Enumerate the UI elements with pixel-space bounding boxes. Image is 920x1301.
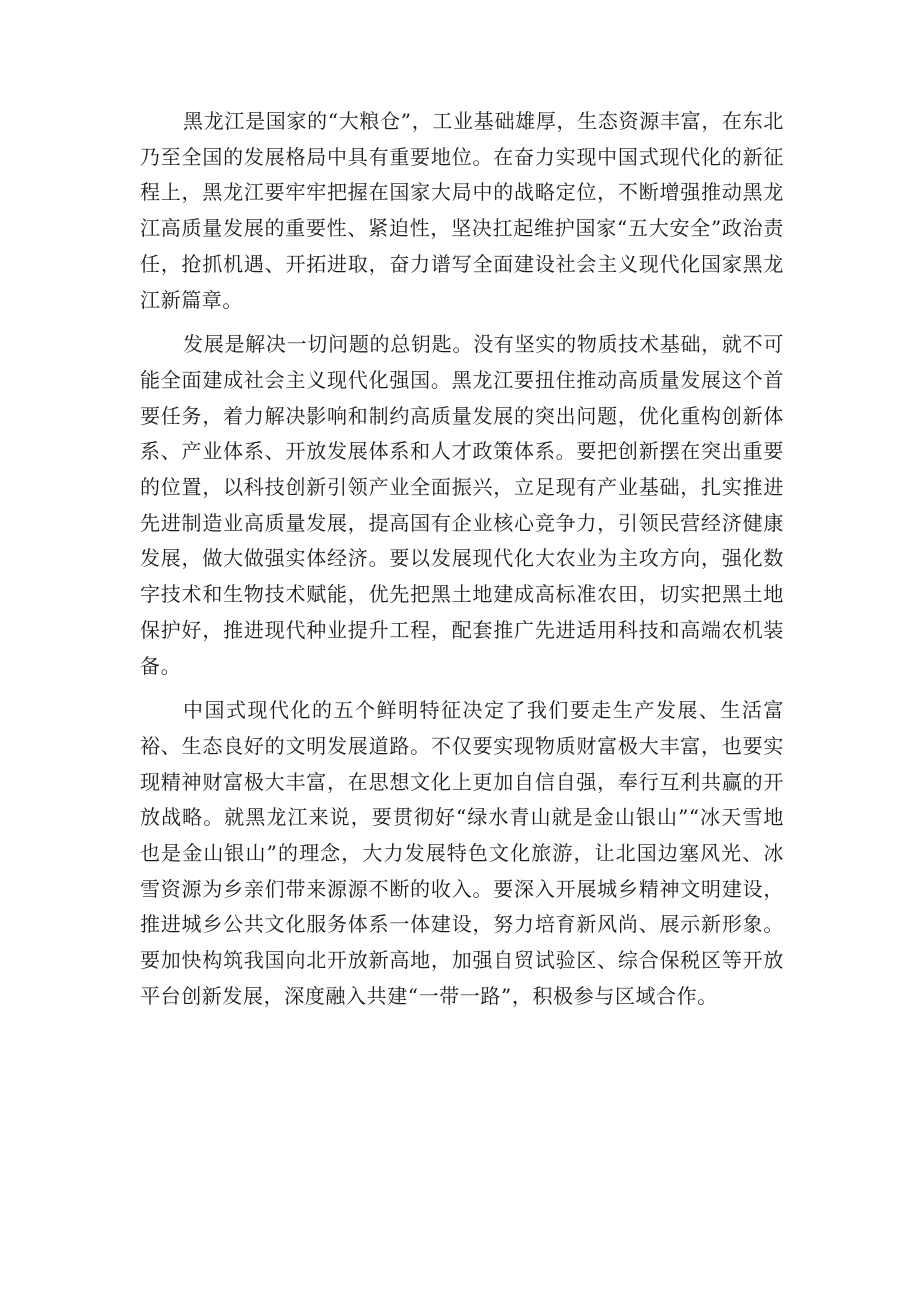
paragraph-1: 黑龙江是国家的“大粮仓”，工业基础雄厚，生态资源丰富，在东北乃至全国的发展格局中具有重要地位。在奋力实现中国式现代化的新征程上，黑龙江要牢牢把握在国家大局中的战略定位，不断增强推动黑龙江高质量发展的重要性、紧迫性，坚决扛起维护国家“五大安全”政治责任，抢抓机遇、开拓进取，奋力谱写全面建设社会主义现代化国家黑龙江新篇章。	[140, 109, 784, 312]
document-body	[140, 104, 784, 1024]
paragraph-3: 中国式现代化的五个鲜明特征决定了我们要走生产发展、生活富裕、生态良好的文明发展道路。不仅要实现物质财富极大丰富，也要实现精神财富极大丰富，在思想文化上更加自信自强，奉行互利共赢的开放战略。就黑龙江来说，要贯彻好“绿水青山就是金山银山”“冰天雪地也是金山银山”的理念，大力发展特色文化旅游，让北国边塞风光、冰雪资源为乡亲们带来源源不断的收入。要深入开展城乡精神文明建设，推进城乡公共文化服务体系一体建设，努力培育新风尚、展示新形象。要加快构筑我国向北开放新高地，加强自贸试验区、综合保税区等开放平台创新发展，深度融入共建“一带一路”，积极参与区域合作。	[140, 698, 784, 1008]
paragraph-2: 发展是解决一切问题的总钥匙。没有坚实的物质技术基础，就不可能全面建成社会主义现代化强国。黑龙江要扭住推动高质量发展这个首要任务，着力解决影响和制约高质量发展的突出问题，优化重构创新体系、产业体系、开放发展体系和人才政策体系。要把创新摆在突出重要的位置，以科技创新引领产业全面振兴，立足现有产业基础，扎实推进先进制造业高质量发展，提高国有企业核心竞争力，引领民营经济健康发展，做大做强实体经济。要以发展现代化大农业为主攻方向，强化数字技术和生物技术赋能，优先把黑土地建成高标准农田，切实把黑土地保护好，推进现代种业提升工程，配套推广先进适用科技和高端农机装备。	[140, 332, 784, 678]
